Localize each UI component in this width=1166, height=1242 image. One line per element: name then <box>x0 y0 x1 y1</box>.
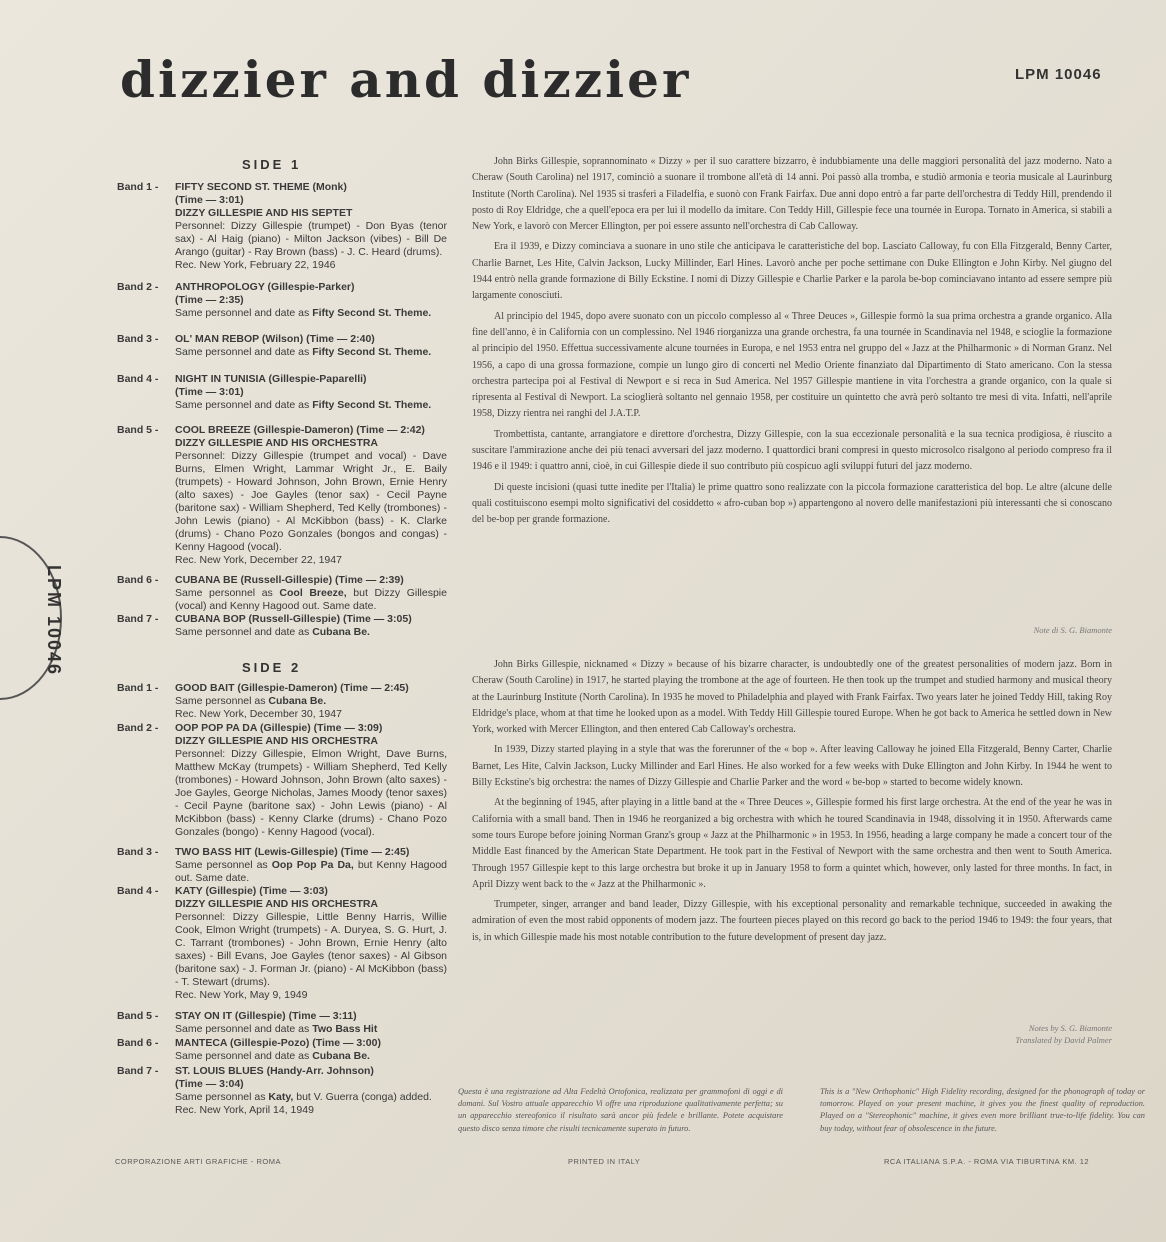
group-name: DIZZY GILLESPIE AND HIS ORCHESTRA <box>175 735 379 747</box>
catalog-number: LPM 10046 <box>1015 66 1102 83</box>
personnel-note: but Dizzy Gillespie (vocal) and Kenny Hagood out. Same date. <box>175 587 447 612</box>
track-title: OL' MAN REBOP (Wilson) (Time — 2:40) <box>175 333 375 345</box>
band-number: Band 3 - <box>117 846 159 858</box>
paragraph: Al principio del 1945, dopo avere suonato con un piccolo complesso al « Three Deuces », Gillespie formò la sua prima orchestra a grande organico. Alla fine dell'anno, è in California con un complessino. Nel 1946 riorganizza una grande orchestra, fa una tournée in Scandinavia nel 1948, e scioglie la formazione al principio del 1950. Effettua successivamente alcune tournées in Europa, e nel 1953 entra nel gruppo del « Jazz at the Philharmonic » di Norman Granz. Nel 1956, a capo di una grossa formazione, compie un lungo giro di concerti nel Medio Oriente finanziato dal Dipartimento di Stato americano. Con la stessa orchestra partecipa poi al Festival di Newport e si reca in Sud America. Nel 1957 Gillespie mantiene in vita l'orchestra a grande organico, con la quale si ripresenta al Festival di Newport. La scioglierà soltanto nel gennaio 1958, per costituire un quintetto che avrà però soltanto tre mesi di vita. Infatti, nell'aprile 1958, Dizzy rientra nei ranghi del J.A.T.P. <box>472 310 1112 420</box>
personnel: Personnel: Dizzy Gillespie, Elmon Wright, Dave Burns, Matthew McKay (trumpets) - William Shepherd, Ted Kelly (trombones) - Howard Johnson, John Brown (alto saxes) - Joe Gayles, George Nicholas, James Moody (tenor saxes) - Cecil Payne (baritone sax) - John Lewis (piano) - Al McKibbon (bass) - Kenny Clarke (drums) - Chano Pozo Gonzales (bongo) - Kenny Hagood (vocal). <box>175 748 447 838</box>
personnel: Same personnel and date as <box>175 346 310 358</box>
album-title: dizzier and dizzier <box>120 50 692 109</box>
paragraph: John Birks Gillespie, nicknamed « Dizzy » because of his bizarre character, is undoubtedly one of the greatest personalities of modern jazz. Born in Cheraw (South Caroline) in 1917, he started playing the trombone at the age of fourteen. He then took up the trumpet and studied harmony and musical theory at the Laurinburg Institute (North Carolina). In 1935 he moved to Philadelphia and played with Frank Fairfax. Two years later he joined Teddy Hill, taking Roy Eldridge's place, whom at that time he looked upon as a model. With Teddy Hill Gillespie toured Europe. When he got back to America he settled down in New York, worked with Mercer Ellington, and then entered Cab Calloway's orchestra. <box>472 659 1112 736</box>
track-title: CUBANA BOP (Russell-Gillespie) (Time — 3:05) <box>175 613 412 625</box>
fidelity-note-english: This is a "New Orthophonic" High Fidelity recording, designed for the phonograph of today or tomorrow. Played on your present machine, it gives you the finest quality of reproduction. Played on a "Stereophonic" machine, it gives even more brilliant true-to-life fidelity. You can buy today, without fear of obsolescence in the future. <box>820 1087 1145 1133</box>
printer-credit: CORPORAZIONE ARTI GRAFICHE - ROMA <box>115 1157 281 1166</box>
paragraph: In 1939, Dizzy started playing in a style that was the forerunner of the « bop ». After leaving Calloway he joined Ella Fitzgerald, Benny Carter, Charlie Barnet, Les Hite, Calvin Jackson, Lucky Millinder and Earl Hines. He also worked for a few weeks with Duke Ellington and John Kirby. In 1944 he went to Billy Eckstine's big orchestra: the names of Dizzy Gillespie and Charlie Parker and the word « be-bop » started to become widely known. <box>472 744 1112 789</box>
reference-track: Fifty Second St. Theme. <box>312 346 432 358</box>
track-title: ST. LOUIS BLUES (Handy-Arr. Johnson) <box>175 1065 374 1077</box>
english-notes-credit <box>1015 1022 1112 1046</box>
paragraph: Di queste incisioni (quasi tutte inedite per l'Italia) le prime quattro sono realizzate con la piccola formazione caratteristica del bop. Le altre (alcune delle quali costituiscono esempi molto significativi del cosiddetto « afro-cuban bop ») appartengono al novero delle manifestazioni più interessanti che si conoscano del be-bop per grande formazione. <box>472 481 1112 526</box>
recording-info: Rec. New York, May 9, 1949 <box>175 989 308 1001</box>
group-name: DIZZY GILLESPIE AND HIS SEPTET <box>175 207 353 219</box>
band-number: Band 1 - <box>117 682 159 694</box>
italian-notes-credit: Note di S. G. Biamonte <box>1033 625 1112 635</box>
personnel: Same personnel as <box>175 587 273 599</box>
track-title: TWO BASS HIT (Lewis-Gillespie) (Time — 2:45) <box>175 846 410 858</box>
personnel: Same personnel and date as <box>175 1050 310 1062</box>
personnel: Same personnel and date as <box>175 399 310 411</box>
recording-info: Rec. New York, December 30, 1947 <box>175 708 342 720</box>
paragraph: At the beginning of 1945, after playing in a little band at the « Three Deuces », Gillespie formed his first large orchestra. At the end of the year he was in California with a small band. Then in 1946 he reorganized a big orchestra with which he toured Scandinavia in 1948, dissolving it in 1950. Afterwards came some tours Europe before joining Norman Granz's group « Jazz at the Philharmonic » in 1953. In 1956, heading a large company he made a concert tour of the Middle East financed by the American State Department. He took part in the Festival of Newport with the same orchestra and then went to South America. Through 1957 Gillespie kept to this large orchestra but broke it up in January 1958 to form a quintet which, however, only lasted for three months. In fact, in April Dizzy went back to the « Jazz at the Philharmonic ». <box>472 797 1112 890</box>
track-title: COOL BREEZE (Gillespie-Dameron) (Time — 2:42) <box>175 424 425 436</box>
group-name: DIZZY GILLESPIE AND HIS ORCHESTRA <box>175 898 379 910</box>
band-number: Band 1 - <box>117 181 159 193</box>
band-number: Band 7 - <box>117 613 159 625</box>
personnel: Same personnel as <box>175 695 266 707</box>
personnel-note: but Kenny Hagood out. Same date. <box>175 859 448 884</box>
band-number: Band 6 - <box>117 574 159 586</box>
track-title: NIGHT IN TUNISIA (Gillespie-Paparelli) <box>175 373 367 385</box>
band-number: Band 4 - <box>117 373 159 385</box>
paragraph: Era il 1939, e Dizzy cominciava a suonare in uno stile che anticipava le caratteristiche del bop. Lasciato Calloway, fu con Ella Fitzgerald, Benny Carter, Charlie Barnet, Les Hite, Calvin Jackson, Lucky Millinder, Earl Hines. Lavorò anche per poche settimane con Duke Ellington e John Kirby. Nel giugno del 1944 entrò nella grande formazione di Billy Eckstine. I nomi di Dizzy Gillespie e Charlie Parker e la parola be-bop cominciavano intanto ad essere sempre più largamente conosciuti. <box>472 241 1112 302</box>
paragraph: Trumpeter, singer, arranger and band leader, Dizzy Gillespie, with his exceptional personality and remarkable technique, succeeded in awaking the admiration of even the most rabid opponents of modern jazz. The fourteen pieces played on this record go back to the period 1946 to 1949: the four years, that is, in which Gillespie made his most notable contribution to the future development of present day jazz. <box>472 899 1112 943</box>
personnel: Same personnel as <box>175 1091 266 1103</box>
recording-info: Rec. New York, December 22, 1947 <box>175 554 342 566</box>
translator: Translated by David Palmer <box>1015 1035 1112 1045</box>
track-time: (Time — 3:04) <box>175 1078 244 1090</box>
liner-notes-italian <box>472 154 1112 533</box>
track-time: (Time — 2:35) <box>175 294 244 306</box>
reference-track: Cubana Be. <box>268 695 327 707</box>
spine-catalog-number: LPM 10046 <box>44 564 65 677</box>
personnel: Same personnel as <box>175 859 268 871</box>
personnel-note: but V. Guerra (conga) added. <box>296 1091 432 1103</box>
personnel: Personnel: Dizzy Gillespie (trumpet) - Don Byas (tenor sax) - Al Haig (piano) - Milton Jackson (vibes) - Bill De Arango (guitar) - Ray Brown (bass) - J. C. Heard (drums). <box>175 220 447 258</box>
band-number: Band 6 - <box>117 1037 159 1049</box>
track-title: GOOD BAIT (Gillespie-Dameron) (Time — 2:45) <box>175 682 409 694</box>
side-2-heading: SIDE 2 <box>242 660 302 675</box>
reference-track: Katy, <box>268 1091 294 1103</box>
track-title: OOP POP PA DA (Gillespie) (Time — 3:09) <box>175 722 383 734</box>
liner-notes-english <box>472 657 1112 950</box>
personnel: Same personnel and date as <box>175 1023 310 1035</box>
band-number: Band 2 - <box>117 281 159 293</box>
band-number: Band 5 - <box>117 1010 159 1022</box>
track-time: (Time — 3:01) <box>175 194 244 206</box>
reference-track: Two Bass Hit <box>312 1023 378 1035</box>
fidelity-note-italian: Questa è una registrazione ad Alta Fedeltà Ortofonica, realizzata per grammofoni di oggi e di domani. Sul Vostro attuale apparecchio Vi offre una riproduzione qualitativamente perfetta; su un apparecchio stereofonico il risultato sarà ancor più fedele e brillante. Potete acquistare questo disco senza timore che risulti tecnicamente superato in futuro. <box>458 1087 783 1133</box>
reference-track: Fifty Second St. Theme. <box>312 399 432 411</box>
paragraph: Trombettista, cantante, arrangiatore e direttore d'orchestra, Dizzy Gillespie, con la sua eccezionale personalità e la sua tecnica prodigiosa, è riuscito a suscitare l'ammirazione anche dei più tenaci avversari del jazz moderno. I quattordici brani compresi in questo microsolco risalgono al periodo compreso fra il 1946 e il 1949: i quattro anni, cioè, in cui Gillespie diede il suo contributo più cospicuo agli sviluppi futuri del jazz moderno. <box>472 428 1112 473</box>
reference-track: Cubana Be. <box>312 626 370 638</box>
band-number: Band 7 - <box>117 1065 159 1077</box>
track-time: (Time — 3:01) <box>175 386 244 398</box>
band-number: Band 5 - <box>117 424 159 436</box>
reference-track: Cool Breeze, <box>279 587 347 599</box>
band-number: Band 2 - <box>117 722 159 734</box>
printed-in: PRINTED IN ITALY <box>568 1157 641 1166</box>
recording-info: Rec. New York, April 14, 1949 <box>175 1104 314 1116</box>
reference-track: Fifty Second St. Theme. <box>312 307 432 319</box>
reference-track: Cubana Be. <box>312 1050 370 1062</box>
reference-track: Oop Pop Pa Da, <box>271 859 354 871</box>
track-title: FIFTY SECOND ST. THEME (Monk) <box>175 181 347 193</box>
track-title: MANTECA (Gillespie-Pozo) (Time — 3:00) <box>175 1037 381 1049</box>
band-number: Band 4 - <box>117 885 159 897</box>
personnel: Personnel: Dizzy Gillespie, Little Benny Harris, Willie Cook, Elmon Wright (trumpets) - A. Duryea, S. G. Hurt, J. C. Tarrant (trombones) - John Brown, Ernie Henry (alto saxes) - Bill Evans, Joe Gayles (tenor saxes) - Al Gibson (baritone sax) - J. Forman Jr. (piano) - Al McKibbon (bass) - T. Stewart (drums). <box>175 911 447 988</box>
band-number: Band 3 - <box>117 333 159 345</box>
personnel: Same personnel and date as <box>175 307 310 319</box>
recording-info: Rec. New York, February 22, 1946 <box>175 259 336 271</box>
side-1-heading: SIDE 1 <box>242 157 302 172</box>
paragraph: John Birks Gillespie, soprannominato « Dizzy » per il suo carattere bizzarro, è indubbiamente una delle maggiori personalità del jazz moderno. Nato a Cheraw (South Carolina) nel 1917, cominciò a suonare il trombone all'età di 14 anni. Poi passò alla tromba, e studiò armonia e teoria musicale al Laurinburg Institute (North Carolina). Nel 1935 si trasferì a Filadelfia, e suonò con Frank Fairfax. Due anni dopo entrò a far parte dell'orchestra di Teddy Hill, prendendo il posto di Roy Eldridge, che a quell'epoca era per lui il modello da imitare. Con Teddy Hill, Gillespie fece una tournée in Europa. Tornato in America, si stabilì a New York, e lavorò con Mercer Ellington, per poi essere assunto nell'orchestra di Cab Calloway. <box>472 156 1112 233</box>
personnel: Personnel: Dizzy Gillespie (trumpet and vocal) - Dave Burns, Elmen Wright, Lammar Wright Jr., E. Baily (trumpets) - Howard Johnson, John Brown, Ernie Henry (alto saxes) - Joe Gayles (tenor sax) - Cecil Payne (baritone sax) - William Shepherd, Ted Kelly (trombones) - John Lewis (piano) - Al McKibbon (bass) - K. Clarke (drums) - Chano Pozo Gonzales (bongos and congas) - Kenny Hagood (vocal). <box>175 450 447 553</box>
publisher-address: RCA ITALIANA S.P.A. - ROMA VIA TIBURTINA KM. 12 <box>884 1157 1090 1166</box>
group-name: DIZZY GILLESPIE AND HIS ORCHESTRA <box>175 437 379 449</box>
track-title: STAY ON IT (Gillespie) (Time — 3:11) <box>175 1010 357 1022</box>
track-title: KATY (Gillespie) (Time — 3:03) <box>175 885 328 897</box>
personnel: Same personnel and date as <box>175 626 310 638</box>
notes-author: Notes by S. G. Biamonte <box>1028 1023 1112 1033</box>
track-title: ANTHROPOLOGY (Gillespie-Parker) <box>175 281 355 293</box>
track-title: CUBANA BE (Russell-Gillespie) (Time — 2:39) <box>175 574 404 586</box>
